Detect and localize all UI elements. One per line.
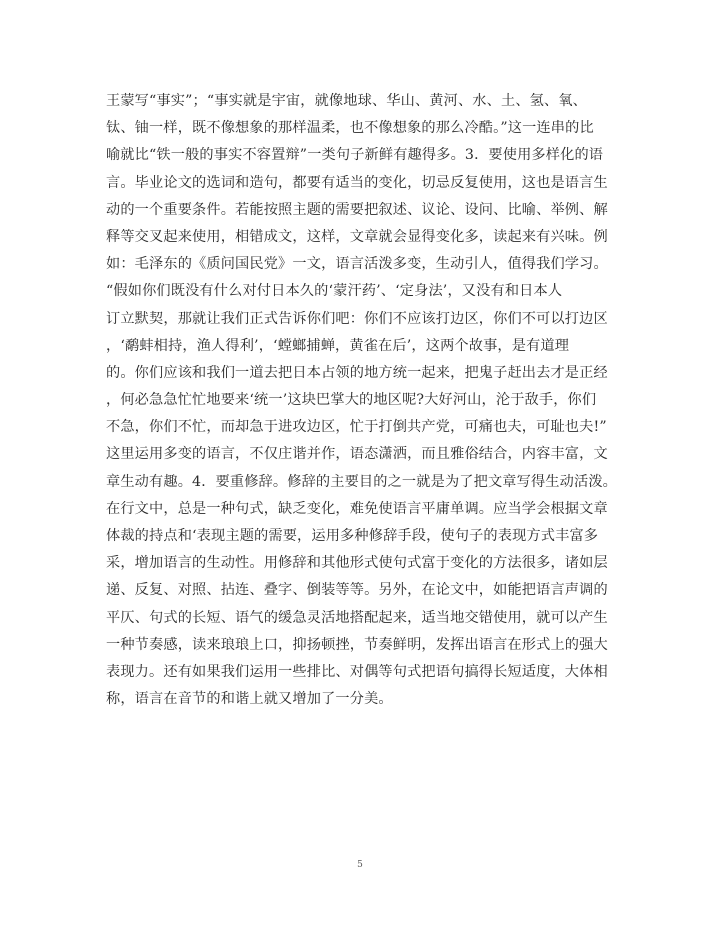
text-line: 钛、铀一样，既不像想象的那样温柔，也不像想象的那么冷酷。”这一连串的比 <box>106 120 594 137</box>
text-line: ，何必急急忙忙地要来‘统一’这块巴掌大的地区呢?大好河山，沦于敌手，你们 <box>106 392 597 409</box>
text-line: 的。你们应该和我们一道去把日本占领的地方统一起来，把鬼子赶出去才是正经 <box>106 364 608 381</box>
text-line: 这里运用多变的语言，不仅庄谐并作，语态潇洒，而且雅俗结合，内容丰富，文 <box>106 446 608 463</box>
text-line: ，‘鹬蚌相持，渔人得利’，‘螳螂捕蝉，黄雀在后’，这两个故事，是有道理 <box>106 337 570 354</box>
text-line: 体裁的持点和‘表现主题的需要，运用多种修辞手段，使句子的表现方式丰富多 <box>106 528 599 544</box>
text-line: 如：毛泽东的《质问国民党》一文，语言活泼多变，生动引人，值得我们学习。 <box>106 256 608 273</box>
text-line: 喻就比“铁一般的事实不容置辩”一类句子新鲜有趣得多。3．要使用多样化的语 <box>106 147 604 164</box>
text-line: 言。毕业论文的选词和造句，都要有适当的变化，切忌反复使用，这也是语言生 <box>106 174 608 191</box>
text-line: 一种节奏感，读来琅琅上口，抑扬顿挫，节奏鲜明，发挥出语言在形式上的强大 <box>106 636 608 653</box>
page-number: 5 <box>357 860 363 870</box>
text-line: 释等交叉起来使用，相错成文，这样，文章就会显得变化多，读起来有兴味。例 <box>106 228 608 245</box>
text-line: “假如你们既没有什么对付日本久的‘蒙汗药’、‘定身法’，又没有和日本人 <box>106 283 563 300</box>
text-line: 章生动有趣。4．要重修辞。修辞的主要目的之一就是为了把文章写得生动活泼。 <box>106 473 617 490</box>
text-line: 表现力。还有如果我们运用一些排比、对偶等句式把语句搞得长短适度，大体相 <box>106 663 608 680</box>
body-text <box>106 88 626 713</box>
text-line: 平仄、句式的长短、语气的缓急灵活地搭配起来，适当地交错使用，就可以产生 <box>106 609 608 626</box>
text-line: 动的一个重要条件。若能按照主题的需要把叙述、议论、设问、比喻、举例、解 <box>106 201 608 218</box>
text-line: 王蒙写“事实”；“事实就是宇宙，就像地球、华山、黄河、水、土、氢、氧、 <box>106 93 588 109</box>
text-line: 称，语言在音节的和谐上就又增加了一分美。 <box>106 691 393 708</box>
text-line: 递、反复、对照、拈连、叠字、倒装等等。另外，在论文中，如能把语言声调的 <box>106 582 608 599</box>
text-line: 在行文中，总是一种句式，缺乏变化，难免使语言平庸单调。应当学会根据文章 <box>106 500 608 517</box>
text-line: 采，增加语言的生动性。用修辞和其他形式使句式富于变化的方法很多，诸如层 <box>106 555 608 572</box>
text-line: 订立默契，那就让我们正式告诉你们吧：你们不应该打边区，你们不可以打边区 <box>106 310 608 327</box>
text-line: 不急，你们不忙，而却急于进攻边区，忙于打倒共产党，可痛也夫，可耻也夫!” <box>106 419 607 436</box>
